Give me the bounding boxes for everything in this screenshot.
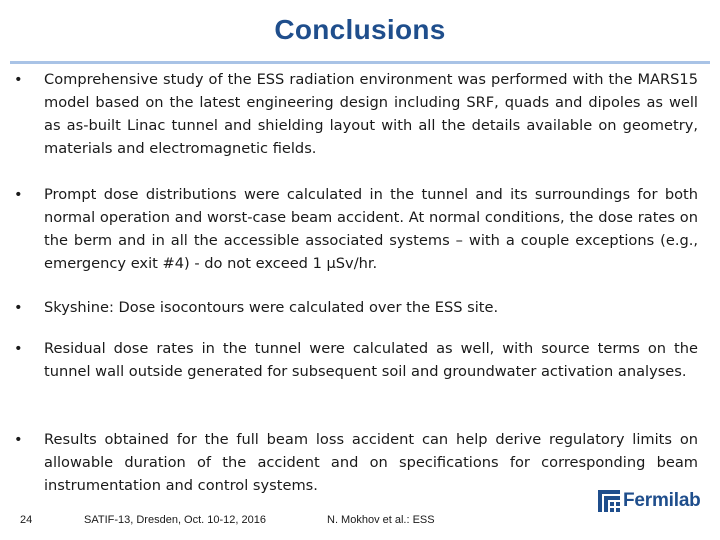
fermilab-logo [598,490,701,512]
bullet-item [14,337,698,383]
conference-label: SATIF-13, Dresden, Oct. 10-12, 2016 [84,514,266,526]
fermilab-logo-icon [598,490,620,512]
bullet-text: Comprehensive study of the ESS radiation environment was performed with the MARS15 model based on the latest engineering design including SRF, quads and dipoles as well as as-built Linac tunnel and shielding layout with all the details available on geometry, materials and electromagnetic fields. [44,71,698,157]
logo-text: Fermilab [623,490,701,511]
bullet-marker: • [14,340,23,357]
bullet-marker: • [14,299,23,316]
bullet-item [14,68,698,160]
page-number: 24 [20,514,33,526]
slide-title: Conclusions [274,14,446,45]
bullet-text: Skyshine: Dose isocontours were calculated over the ESS site. [44,299,499,316]
author-label: N. Mokhov et al.: ESS [327,514,435,526]
bullet-item [14,296,698,319]
bullet-text: Prompt dose distributions were calculated in the tunnel and its surroundings for both normal operation and worst-case beam accident. At normal conditions, the dose rates on the berm and in all the accessible associated systems – with a couple exceptions (e.g., emergency exit #4) - do not exceed 1 μSv/hr. [44,186,698,272]
bullet-text: Results obtained for the full beam loss accident can help derive regulatory limits on allowable duration of the accident and on specifications for corresponding beam instrumentation and control systems. [44,431,698,494]
bullet-item [14,428,698,497]
bullet-marker: • [14,71,23,88]
bullet-text: Residual dose rates in the tunnel were calculated as well, with source terms on the tunnel wall outside generated for subsequent soil and groundwater activation analyses. [44,340,698,380]
bullet-marker: • [14,186,23,203]
bullet-item [14,183,698,275]
bullet-marker: • [14,431,23,448]
title-divider [10,61,710,64]
